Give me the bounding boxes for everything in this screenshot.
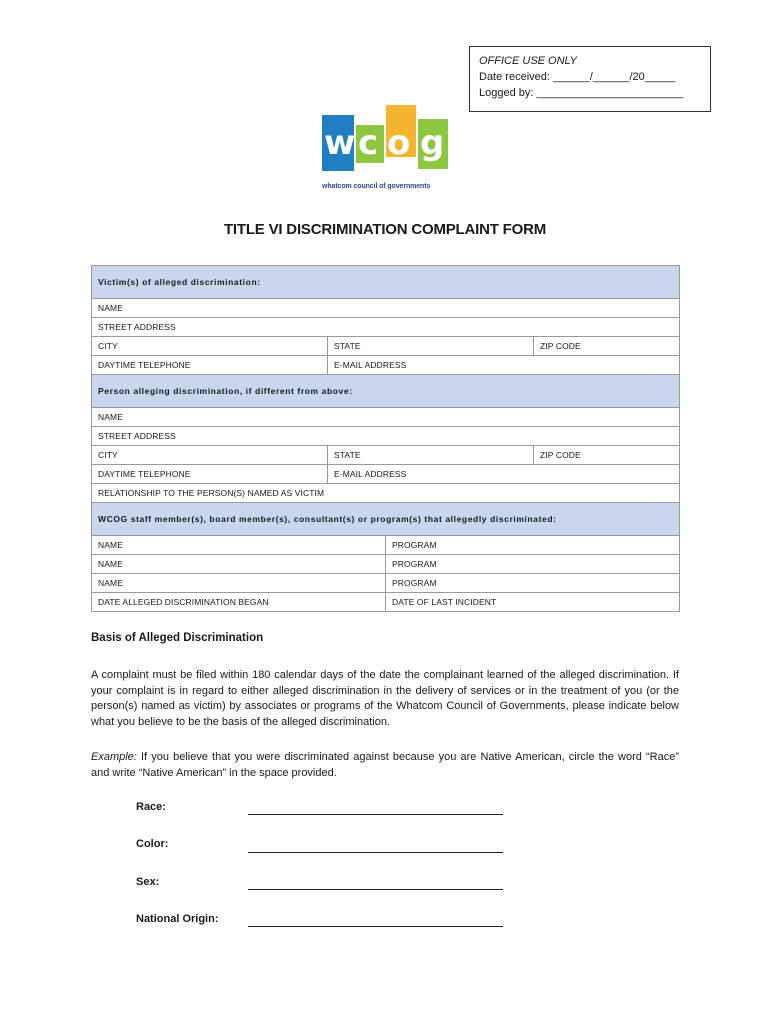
alleger-name-field[interactable]: NAME (92, 408, 680, 427)
national-origin-label: National Origin: (136, 913, 219, 925)
logged-by-field[interactable]: Logged by: ________________________ (479, 87, 684, 99)
wcog-logo (320, 103, 450, 193)
staff-name-field-3[interactable]: NAME (92, 574, 386, 593)
alleger-state-field[interactable]: STATE (328, 446, 534, 465)
office-use-box (469, 46, 711, 112)
national-origin-input-line[interactable] (248, 925, 503, 927)
relationship-field[interactable]: RELATIONSHIP TO THE PERSON(S) NAMED AS VICTIM (92, 484, 680, 503)
page-title: TITLE VI DISCRIMINATION COMPLAINT FORM (223, 221, 547, 238)
office-use-label: OFFICE USE ONLY (479, 55, 578, 67)
logo-letter-g: g (420, 123, 445, 163)
staff-name-field-1[interactable]: NAME (92, 536, 386, 555)
example-instructions (91, 750, 679, 781)
logo-letter-c: c (358, 123, 379, 163)
filing-instructions: A complaint must be filed within 180 calendar days of the date the complainant learned of the alleged discrimination. If your complaint is in regard to either alleged discrimination in the delivery of services or in the treatment of you (or the person(s) named as victim) by associates or programs of the Whatcom Council of Governments, please indicate below what you believe to be the basis of the alleged discrimination. (91, 669, 679, 728)
sex-label: Sex: (136, 876, 160, 888)
staff-program-field-1[interactable]: PROGRAM (386, 536, 680, 555)
race-label: Race: (136, 801, 166, 813)
staff-program-field-3[interactable]: PROGRAM (386, 574, 680, 593)
sex-input-line[interactable] (248, 888, 503, 890)
victim-name-field[interactable]: NAME (92, 299, 680, 318)
color-input-line[interactable] (248, 851, 503, 853)
logo-letter-w: w (324, 123, 356, 163)
alleger-street-field[interactable]: STREET ADDRESS (92, 427, 680, 446)
alleger-section-header: Person alleging discrimination, if different from above: (92, 375, 680, 408)
staff-program-field-2[interactable]: PROGRAM (386, 555, 680, 574)
complaint-form-table (91, 265, 680, 612)
race-input-line[interactable] (248, 813, 503, 815)
alleger-email-field[interactable]: E-MAIL ADDRESS (328, 465, 680, 484)
date-began-field[interactable]: DATE ALLEGED DISCRIMINATION BEGAN (92, 593, 386, 612)
alleger-city-field[interactable]: CITY (92, 446, 328, 465)
victim-city-field[interactable]: CITY (92, 337, 328, 356)
victim-email-field[interactable]: E-MAIL ADDRESS (328, 356, 680, 375)
logo-tagline: whatcom council of governments (322, 183, 431, 190)
date-last-incident-field[interactable]: DATE OF LAST INCIDENT (386, 593, 680, 612)
victim-phone-field[interactable]: DAYTIME TELEPHONE (92, 356, 328, 375)
example-label: Example: (91, 751, 137, 763)
basis-heading: Basis of Alleged Discrimination (91, 632, 264, 644)
alleger-phone-field[interactable]: DAYTIME TELEPHONE (92, 465, 328, 484)
staff-name-field-2[interactable]: NAME (92, 555, 386, 574)
victim-zip-field[interactable]: ZIP CODE (534, 337, 680, 356)
color-label: Color: (136, 838, 169, 850)
logo-letter-o: o (387, 123, 411, 163)
victim-section-header: Victim(s) of alleged discrimination: (92, 266, 680, 299)
victim-street-field[interactable]: STREET ADDRESS (92, 318, 680, 337)
alleger-zip-field[interactable]: ZIP CODE (534, 446, 680, 465)
victim-state-field[interactable]: STATE (328, 337, 534, 356)
example-text: If you believe that you were discriminated against because you are Native American, circle the word “Race” and write “Native American” in the space provided. (91, 751, 679, 779)
date-received-field[interactable]: Date received: ______/______/20_____ (479, 71, 676, 83)
staff-section-header: WCOG staff member(s), board member(s), consultant(s) or program(s) that allegedly discriminated: (92, 503, 680, 536)
